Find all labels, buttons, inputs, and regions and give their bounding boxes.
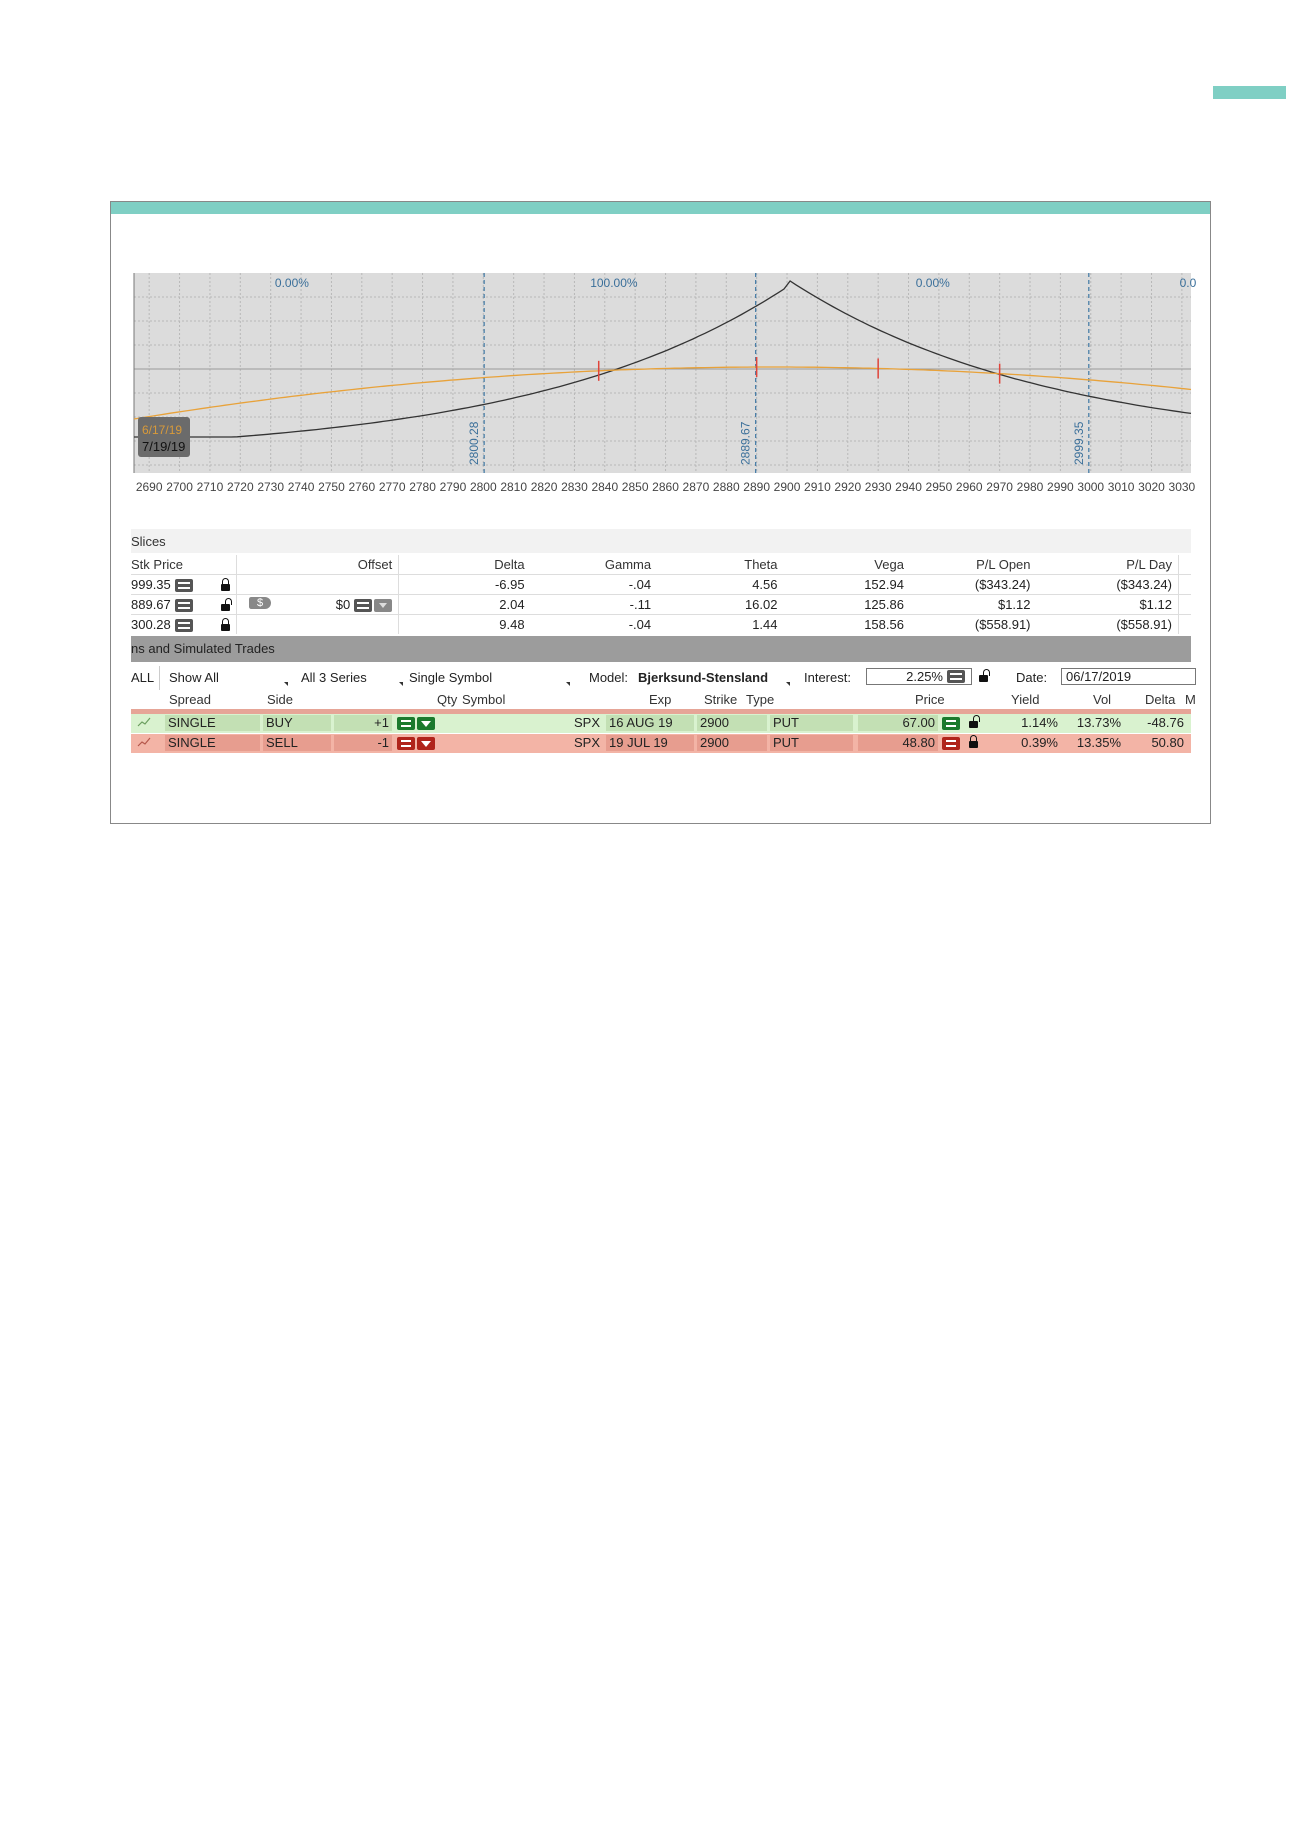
thinkorswim-analysis-window (131, 255, 1197, 762)
col-vol: Vol (1093, 692, 1112, 707)
x-tick-label: 3010 (1107, 480, 1135, 494)
model-select[interactable]: Bjerksund-Stensland (638, 670, 769, 685)
slice-row (131, 575, 1191, 595)
unlock-icon[interactable] (969, 721, 978, 728)
x-tick-label: 2890 (743, 480, 771, 494)
x-tick-label: 2770 (378, 480, 406, 494)
slice-row (131, 595, 1191, 615)
col-price: Price (915, 692, 945, 707)
dropdown-arrow-icon[interactable] (566, 682, 570, 686)
dollar-offset-toggle[interactable]: $ (249, 597, 271, 609)
stepper-icon[interactable] (175, 599, 193, 612)
x-tick-label: 2930 (864, 480, 892, 494)
filter-toolbar (131, 666, 1191, 690)
x-tick-label: 2920 (834, 480, 862, 494)
x-tick-label: 2790 (439, 480, 467, 494)
screenshot-panel (110, 201, 1211, 824)
lock-icon[interactable] (221, 624, 230, 631)
slice-delta: -6.95 (399, 575, 531, 595)
stepper-icon[interactable] (947, 670, 965, 683)
x-tick-label: 2840 (591, 480, 619, 494)
slice-pl-open: $1.12 (910, 595, 1037, 615)
col-symbol: Symbol (462, 692, 506, 707)
slice-vega: 158.56 (784, 615, 910, 635)
filter-all-button[interactable]: ALL (131, 670, 155, 685)
dropdown-arrow-icon[interactable] (399, 682, 403, 686)
col-delta: Delta (494, 557, 525, 572)
trend-line-icon[interactable] (137, 716, 151, 728)
date-label: Date: (1016, 670, 1048, 685)
slice-pl-day: ($343.24) (1037, 575, 1179, 595)
trade-side[interactable]: BUY (263, 715, 331, 731)
x-tick-label: 2960 (955, 480, 983, 494)
trade-delta: 50.80 (1151, 735, 1184, 750)
trend-line-icon[interactable] (137, 736, 151, 748)
trade-type[interactable]: PUT (770, 735, 853, 751)
slice-label: 2800.28 (467, 421, 482, 465)
slice-gamma: -.04 (531, 575, 658, 595)
col-offset: Offset (236, 555, 398, 575)
trade-side[interactable]: SELL (263, 735, 331, 751)
col-spread: Spread (169, 692, 211, 707)
trade-qty[interactable]: +1 (334, 715, 392, 731)
stepper-icon[interactable] (397, 717, 415, 730)
slice-gamma: -.11 (531, 595, 658, 615)
slices-header-bar (131, 529, 1191, 553)
x-tick-label: 2880 (712, 480, 740, 494)
probability-label: 100.00% (590, 276, 638, 290)
trade-exp[interactable]: 19 JUL 19 (606, 735, 694, 751)
x-tick-label: 2760 (348, 480, 376, 494)
x-tick-label: 3000 (1077, 480, 1105, 494)
show-filter-select[interactable]: Show All (169, 670, 219, 685)
trade-row-sell[interactable] (131, 734, 1191, 753)
date-badge-bottom: 7/19/19 (142, 439, 186, 454)
slice-vega: 125.86 (784, 595, 910, 615)
x-tick-label: 2900 (773, 480, 801, 494)
col-strike: Strike (704, 692, 738, 707)
dropdown-arrow-icon[interactable] (284, 682, 288, 686)
trade-qty[interactable]: -1 (334, 735, 392, 751)
x-tick-label: 2800 (469, 480, 497, 494)
x-tick-label: 3020 (1138, 480, 1165, 494)
stepper-icon[interactable] (942, 737, 960, 750)
slice-theta: 16.02 (657, 595, 783, 615)
trade-exp[interactable]: 16 AUG 19 (606, 715, 694, 731)
chevron-down-icon[interactable] (417, 717, 435, 730)
trade-delta: -48.76 (1147, 715, 1184, 730)
trades-header-row (131, 691, 1196, 709)
trade-strike[interactable]: 2900 (697, 715, 767, 731)
slice-offset (236, 575, 398, 595)
chevron-down-icon[interactable] (417, 737, 435, 750)
trade-yield: 1.14% (1021, 715, 1058, 730)
x-tick-label: 2940 (895, 480, 922, 494)
x-tick-label: 2980 (1016, 480, 1044, 494)
x-tick-label: 2710 (196, 480, 224, 494)
trade-vol: 13.35% (1076, 735, 1121, 750)
series-filter-select[interactable]: All 3 Series (301, 670, 367, 685)
date-input[interactable]: 06/17/2019 (1061, 668, 1196, 685)
col-gamma: Gamma (604, 557, 652, 572)
stepper-icon[interactable] (942, 717, 960, 730)
slice-stk-price: 999.35 (131, 576, 171, 592)
x-tick-label: 2700 (166, 480, 193, 494)
col-more: M (1185, 692, 1196, 707)
stepper-icon[interactable] (175, 579, 193, 592)
x-tick-label: 2990 (1047, 480, 1074, 494)
x-tick-label: 2780 (409, 480, 436, 494)
chevron-down-icon[interactable] (374, 599, 392, 612)
probability-label: 0.0 (1179, 276, 1197, 290)
x-tick-label: 2950 (925, 480, 953, 494)
stepper-icon[interactable] (354, 599, 372, 612)
trade-type[interactable]: PUT (770, 715, 853, 731)
col-type: Type (746, 692, 775, 707)
x-tick-label: 3030 (1168, 480, 1196, 494)
col-stk-price: Stk Price (131, 557, 184, 572)
model-label: Model: (589, 670, 629, 685)
simulated-trades-header-bar (131, 636, 1191, 662)
col-delta: Delta (1145, 692, 1176, 707)
x-tick-label: 2970 (986, 480, 1013, 494)
col-exp: Exp (649, 692, 672, 707)
col-side: Side (267, 692, 294, 707)
lock-icon[interactable] (969, 741, 978, 748)
interest-input[interactable]: 2.25% (866, 668, 972, 685)
col-vega: Vega (874, 557, 904, 572)
trade-symbol: SPX (573, 735, 600, 750)
probability-label: 0.00% (274, 276, 309, 290)
col-pl-open: P/L Open (976, 557, 1031, 572)
col-pl-day: P/L Day (1037, 555, 1179, 575)
slice-stk-price: 889.67 (131, 596, 171, 612)
slice-row (131, 615, 1191, 635)
trade-spread[interactable]: SINGLE (165, 715, 260, 731)
slice-offset: $0 (335, 596, 351, 612)
slice-stk-price: 300.28 (131, 616, 171, 632)
trade-spread[interactable]: SINGLE (165, 735, 260, 751)
interest-label: Interest: (804, 670, 851, 685)
corner-accent-tab (1213, 86, 1286, 99)
trade-price[interactable]: 48.80 (858, 735, 938, 751)
unlock-icon[interactable] (221, 604, 230, 611)
trade-yield: 0.39% (1021, 735, 1058, 750)
x-tick-label: 2740 (287, 480, 315, 494)
plot-area (134, 273, 1191, 473)
x-tick-label: 2730 (257, 480, 285, 494)
slice-pl-open: ($343.24) (910, 575, 1037, 595)
col-theta: Theta (744, 557, 778, 572)
slice-theta: 4.56 (657, 575, 783, 595)
stepper-icon[interactable] (397, 737, 415, 750)
lock-icon[interactable] (221, 584, 230, 591)
col-qty: Qty (437, 692, 458, 707)
x-tick-label: 2870 (682, 480, 710, 494)
slice-label: 2889.67 (738, 421, 753, 465)
trade-price[interactable]: 67.00 (858, 715, 938, 731)
x-tick-label: 2910 (804, 480, 831, 494)
slices-title: Slices (131, 534, 166, 549)
probability-label: 0.00% (915, 276, 950, 290)
x-tick-label: 2720 (226, 480, 254, 494)
panel-accent-bar (111, 202, 1210, 214)
trade-row-buy[interactable] (131, 714, 1191, 733)
trade-strike[interactable]: 2900 (697, 735, 767, 751)
x-tick-label: 2830 (561, 480, 588, 494)
simulated-trades-title: ns and Simulated Trades (131, 641, 275, 656)
slice-vega: 152.94 (784, 575, 910, 595)
slice-theta: 1.44 (657, 615, 783, 635)
x-tick-label: 2860 (652, 480, 679, 494)
col-yield: Yield (1011, 692, 1040, 707)
slice-pl-day: ($558.91) (1037, 615, 1179, 635)
slices-header-row (131, 555, 1191, 575)
symbol-mode-select[interactable]: Single Symbol (409, 670, 493, 685)
x-tick-label: 2810 (500, 480, 528, 494)
x-tick-label: 2750 (318, 480, 345, 494)
date-badge-top: 6/17/19 (142, 423, 183, 437)
x-tick-label: 2850 (621, 480, 649, 494)
dropdown-arrow-icon[interactable] (786, 682, 790, 686)
trade-symbol: SPX (573, 715, 600, 730)
slice-label: 2999.35 (1071, 421, 1086, 465)
risk-profile-chart[interactable] (131, 255, 1197, 505)
x-tick-label: 2820 (530, 480, 558, 494)
slice-offset (236, 615, 398, 635)
x-tick-label: 2690 (135, 480, 163, 494)
slice-delta: 2.04 (399, 595, 531, 615)
slice-pl-open: ($558.91) (910, 615, 1037, 635)
trade-vol: 13.73% (1076, 715, 1121, 730)
unlock-icon[interactable] (979, 675, 988, 682)
slices-table (131, 555, 1191, 634)
slice-gamma: -.04 (531, 615, 658, 635)
slice-pl-day: $1.12 (1037, 595, 1179, 615)
slice-delta: 9.48 (399, 615, 531, 635)
stepper-icon[interactable] (175, 619, 193, 632)
